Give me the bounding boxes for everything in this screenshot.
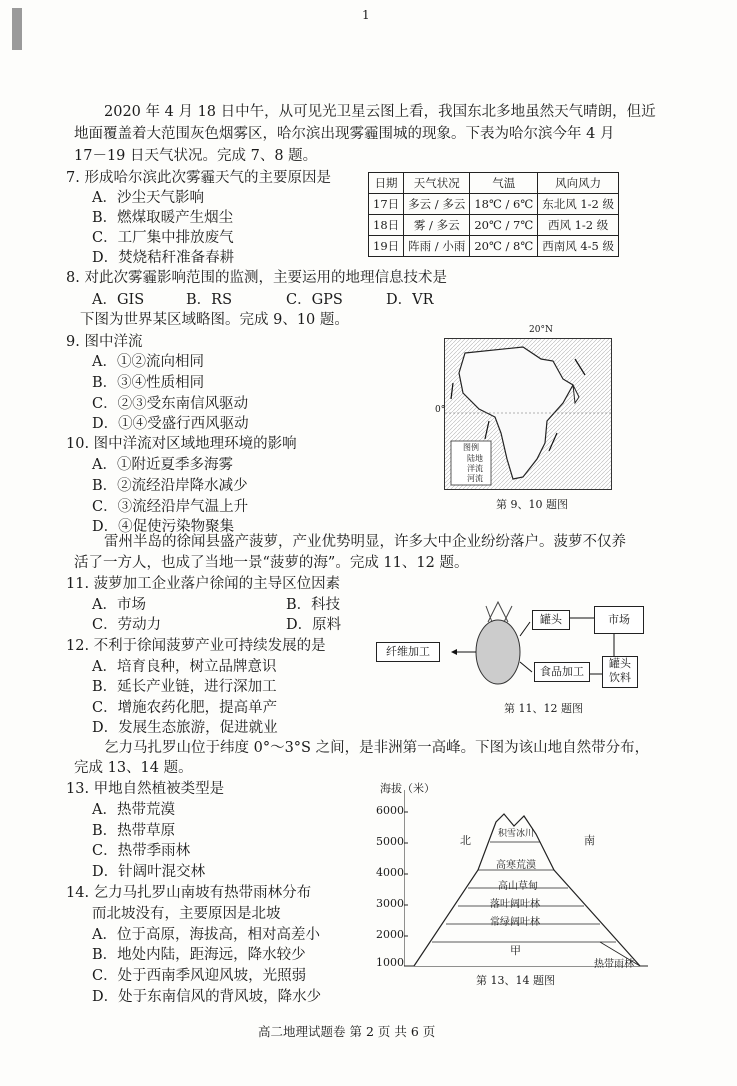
table-cell: 18℃ / 6℃	[470, 194, 538, 215]
table-header: 天气状况	[404, 173, 470, 194]
table-cell: 雾 / 多云	[404, 215, 470, 236]
table-cell: 西南风 4-5 级	[538, 236, 619, 257]
intro-line: 地面覆盖着大范围灰色烟雾区，哈尔滨出现雾霾围城的现象。下表为哈尔滨今年 4 月	[74, 126, 615, 142]
question-stem: 11. 菠萝加工企业落户徐闻的主导区位因素	[66, 576, 341, 592]
option: C．处于西南季风迎风坡，光照弱	[92, 968, 307, 984]
canned-box: 罐头	[532, 610, 570, 630]
table-cell: 19日	[369, 236, 404, 257]
option: D．④促使污染物聚集	[92, 519, 235, 535]
option: B．③④性质相同	[92, 375, 205, 391]
table-cell: 阵雨 / 小雨	[404, 236, 470, 257]
option: B．科技	[286, 597, 341, 613]
option: B．RS	[186, 292, 233, 308]
option: A．位于高原，海拔高，相对高差小	[92, 927, 320, 943]
option: B．热带草原	[92, 823, 176, 839]
option: B．燃煤取暖产生烟尘	[92, 210, 234, 226]
option: A．GIS	[92, 292, 145, 308]
table-header: 风向风力	[538, 173, 619, 194]
band-label: 热带雨林	[594, 959, 634, 970]
option: D．处于东南信风的背风坡，降水少	[92, 989, 322, 1005]
option: C．工厂集中排放废气	[92, 230, 234, 246]
legend-title: 图例	[463, 443, 479, 452]
y-tick-label: 5000	[376, 835, 404, 848]
y-tick-label: 2000	[376, 928, 404, 941]
food-processing-box: 食品加工	[534, 662, 590, 682]
option: D．发展生态旅游，促进就业	[92, 720, 278, 736]
option: A．①附近夏季多海雾	[92, 457, 233, 473]
question-stem: 10. 图中洋流对区域地理环境的影响	[66, 436, 297, 452]
intro-line: 下图为世界某区域略图。完成 9、10 题。	[80, 312, 349, 328]
equator-label: 0°	[435, 405, 446, 415]
question-stem: 7. 形成哈尔滨此次雾霾天气的主要原因是	[66, 170, 331, 186]
band-label: 积雪冰川	[498, 829, 535, 839]
option: A．沙尘天气影响	[92, 190, 204, 206]
band-label-jia: 甲	[510, 944, 521, 957]
option: B．②流经沿岸降水减少	[92, 478, 248, 494]
option: C．热带季雨林	[92, 843, 191, 859]
legend-item: 河流	[467, 474, 483, 483]
option: A．培育良种，树立品牌意识	[92, 659, 277, 675]
intro-line: 乞力马扎罗山位于纬度 0°～3°S 之间，是非洲第一高峰。下图为该山地自然带分布，	[104, 740, 650, 756]
question-stem: 8. 对此次雾霾影响范围的监测，主要运用的地理信息技术是	[66, 270, 447, 286]
weather-table	[368, 172, 619, 257]
page-number: 1	[362, 8, 370, 22]
fiber-processing-box: 纤维加工	[376, 642, 440, 662]
africa-map-figure	[435, 325, 612, 490]
drink-box: 罐头 饮料	[602, 656, 638, 688]
table-cell: 20℃ / 7℃	[470, 215, 538, 236]
option: D．①④受盛行西风驱动	[92, 416, 249, 432]
legend-item: 洋流	[467, 464, 483, 473]
option: B．地处内陆，距海远，降水较少	[92, 947, 306, 963]
option: D．原料	[286, 617, 342, 633]
question-stem: 12. 不利于徐闻菠萝产业可持续发展的是	[66, 638, 326, 654]
band-label: 常绿阔叶林	[490, 917, 540, 928]
table-cell: 17日	[369, 194, 404, 215]
figure-caption: 第 13、14 题图	[476, 974, 555, 987]
table-cell: 18日	[369, 215, 404, 236]
scan-edge-mark	[12, 8, 22, 50]
y-axis-label: 海拔（米）	[380, 782, 435, 795]
option: A．市场	[92, 597, 146, 613]
table-cell: 西风 1-2 级	[538, 215, 619, 236]
option: A．①②流向相同	[92, 354, 204, 370]
figure-caption: 第 9、10 题图	[496, 498, 568, 511]
question-stem: 14. 乞力马扎罗山南坡有热带雨林分布	[66, 885, 312, 901]
south-label: 南	[584, 834, 595, 847]
option: C．劳动力	[92, 617, 162, 633]
y-tick-label: 4000	[376, 866, 404, 879]
y-tick-label: 1000	[376, 956, 404, 969]
band-label: 高寒荒漠	[496, 860, 536, 871]
option: A．热带荒漠	[92, 802, 175, 818]
intro-line: 完成 13、14 题。	[74, 760, 193, 776]
market-box: 市场	[594, 606, 644, 634]
north-label: 北	[460, 834, 471, 847]
table-cell: 20℃ / 8℃	[470, 236, 538, 257]
intro-line: 雷州半岛的徐闻县盛产菠萝，产业优势明显，许多大中企业纷纷落户。菠萝不仅养	[104, 534, 626, 550]
latitude-label: 20°N	[529, 325, 553, 335]
intro-line: 2020 年 4 月 18 日中午，从可见光卫星云图上看，我国东北多地虽然天气晴朗，但近	[104, 104, 656, 120]
table-cell: 东北风 1-2 级	[538, 194, 619, 215]
table-cell: 多云 / 多云	[404, 194, 470, 215]
option: C．②③受东南信风驱动	[92, 396, 249, 412]
question-stem: 9. 图中洋流	[66, 334, 143, 350]
y-tick-label: 6000	[376, 804, 404, 817]
figure-caption: 第 11、12 题图	[504, 702, 583, 715]
legend-item: 陆地	[467, 454, 483, 463]
band-label: 高山草甸	[498, 881, 538, 892]
question-stem: 而北坡没有，主要原因是北坡	[92, 906, 281, 922]
option: D．焚烧秸秆准备春耕	[92, 250, 235, 266]
y-tick-label: 3000	[376, 897, 404, 910]
question-stem: 13. 甲地自然植被类型是	[66, 781, 225, 797]
option: C．③流经沿岸气温上升	[92, 499, 249, 515]
option: B．延长产业链，进行深加工	[92, 679, 277, 695]
page-footer: 高二地理试题卷 第 2 页 共 6 页	[258, 1024, 436, 1039]
band-label: 落叶阔叶林	[490, 899, 540, 910]
option: D．针阔叶混交林	[92, 864, 206, 880]
intro-line: 17－19 日天气状况。完成 7、8 题。	[74, 148, 318, 164]
option: C．GPS	[286, 292, 343, 308]
intro-line: 活了一方人，也成了当地一景“菠萝的海”。完成 11、12 题。	[74, 555, 469, 571]
table-header: 日期	[369, 173, 404, 194]
option: D．VR	[386, 292, 434, 308]
table-header: 气温	[470, 173, 538, 194]
option: C．增施农药化肥，提高单产	[92, 700, 278, 716]
